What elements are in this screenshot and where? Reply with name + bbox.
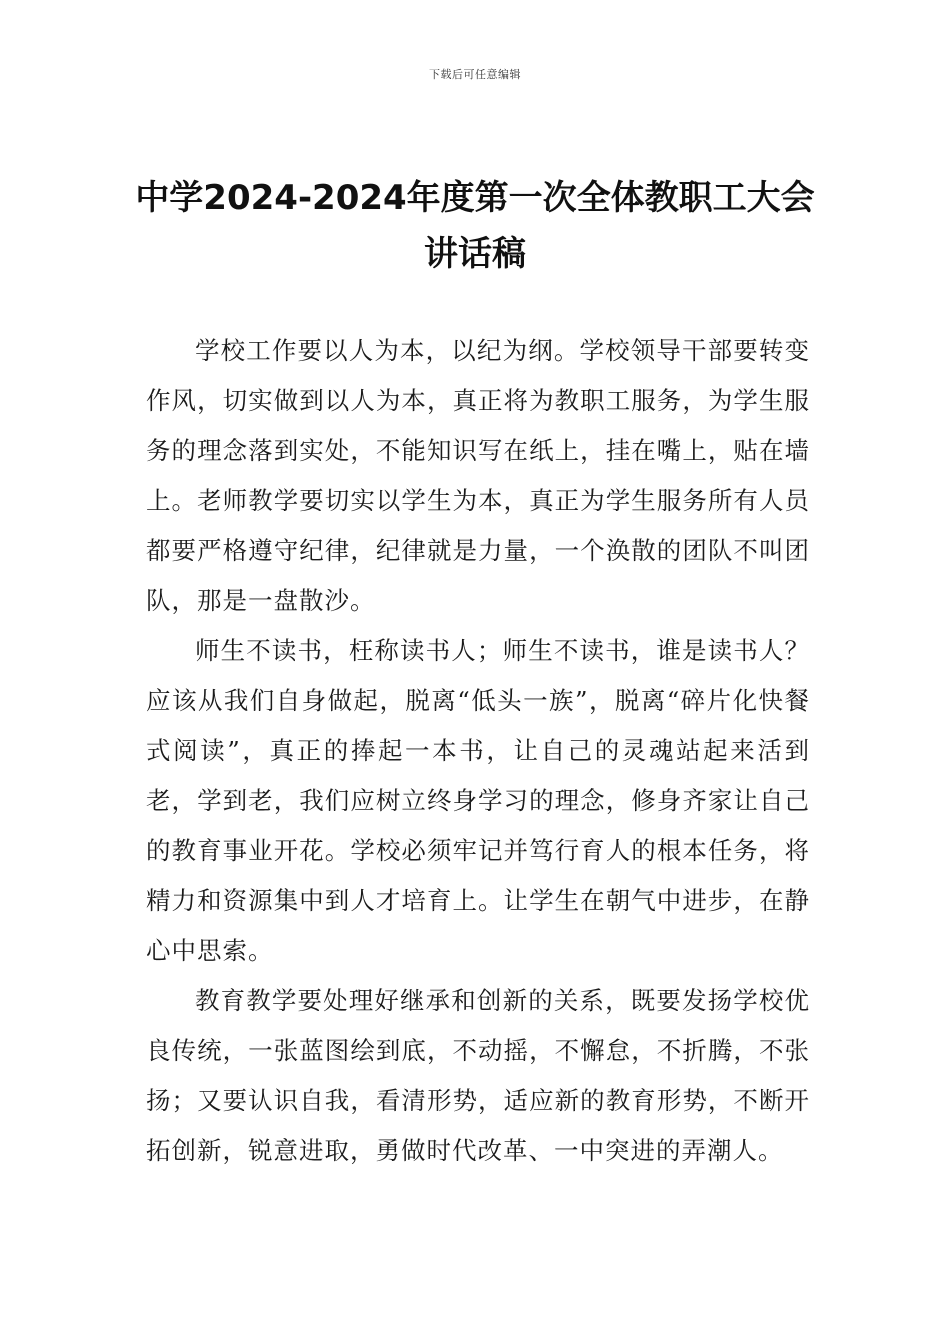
- paragraph-2: 师生不读书，枉称读书人；师生不读书，谁是读书人？应该从我们自身做起，脱离“低头一族”，脱离“碎片化快餐式阅读”，真正的捧起一本书，让自己的灵魂站起来活到老，学到老，我们应树立终身学习的理念，修身齐家让自己的教育事业开花。学校必须牢记并笃行育人的根本任务，将精力和资源集中到人才培育上。让学生在朝气中进步，在静心中思索。: [146, 636, 810, 965]
- paragraph-3: 教育教学要处理好继承和创新的关系，既要发扬学校优良传统，一张蓝图绘到底，不动摇，不懈怠，不折腾，不张扬；又要认识自我，看清形势，适应新的教育形势，不断开拓创新，锐意进取，勇做时代改革、一中突进的弄潮人。: [146, 986, 810, 1165]
- title-line-1: 中学2024-2024年度第一次全体教职工大会: [135, 178, 815, 218]
- title-line-2: 讲话稿: [424, 234, 526, 274]
- document-title: [120, 170, 830, 282]
- paragraph-1: 学校工作要以人为本，以纪为纲。学校领导干部要转变作风，切实做到以人为本，真正将为教职工服务，为学生服务的理念落到实处，不能知识写在纸上，挂在嘴上，贴在墙上。老师教学要切实以学生为本，真正为学生服务所有人员都要严格遵守纪律，纪律就是力量，一个涣散的团队不叫团队，那是一盘散沙。: [146, 336, 810, 615]
- document-body: [146, 326, 810, 1176]
- header-note: 下载后可任意编辑: [429, 68, 521, 81]
